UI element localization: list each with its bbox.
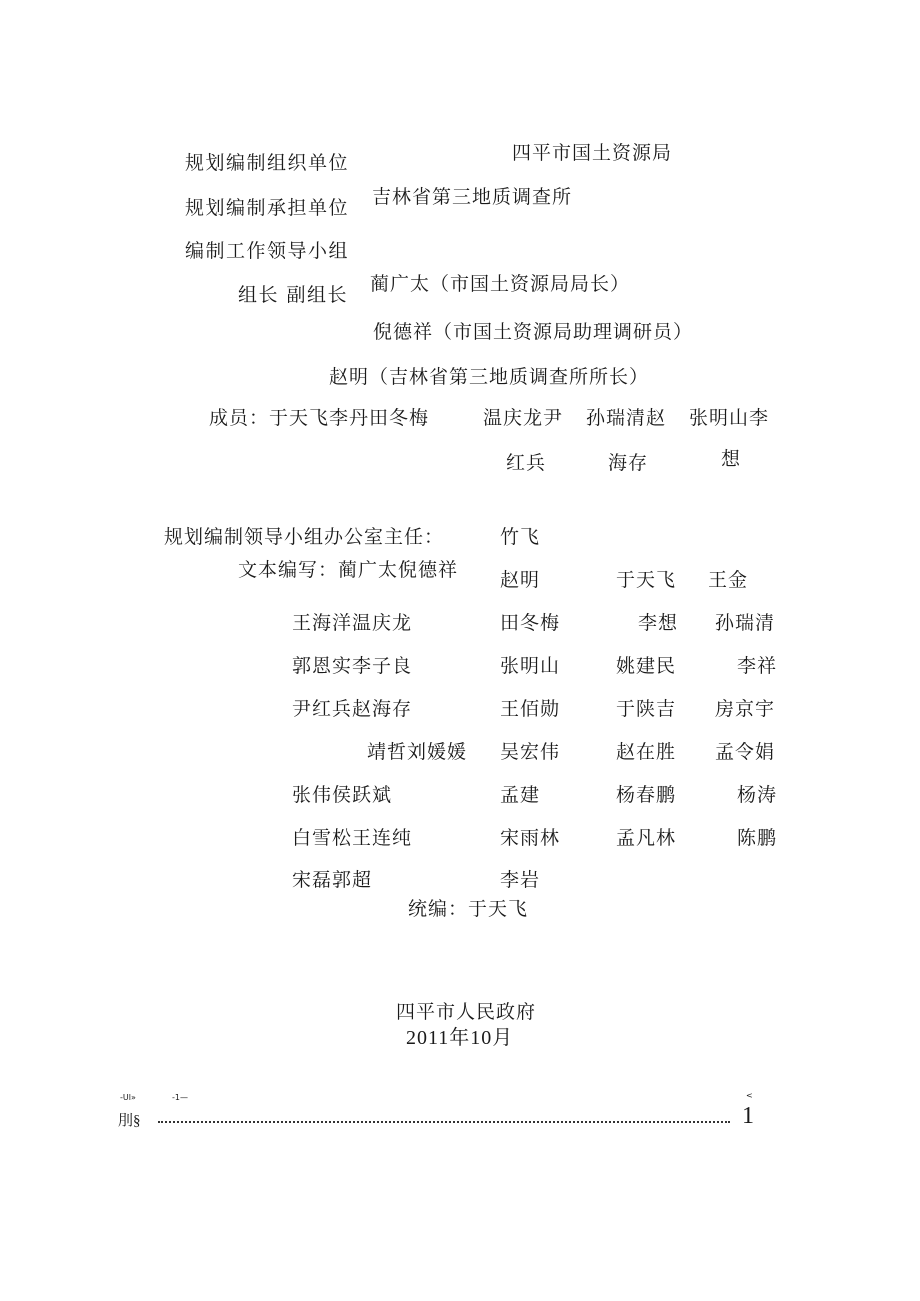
writer-name: 于天飞 xyxy=(616,569,677,591)
writer-name: 白雪松王连纯 xyxy=(292,827,413,849)
writer-name: 王金 xyxy=(708,569,749,591)
members-line1-c: 孙瑞清赵 xyxy=(586,407,667,429)
leader-label: 组长 副组长 xyxy=(238,284,349,306)
writer-name: 王海洋温庆龙 xyxy=(292,612,413,634)
leader-1: 蔺广太（市国土资源局局长） xyxy=(370,273,631,295)
writer-name: 靖哲刘媛媛 xyxy=(367,741,468,763)
writer-name: 田冬梅 xyxy=(500,612,561,634)
writer-name: 宋雨林 xyxy=(500,827,561,849)
writer-name: 房京宇 xyxy=(715,698,776,720)
writer-name: 孟凡林 xyxy=(616,827,677,849)
leading-group-label: 编制工作领导小组 xyxy=(185,240,350,262)
writer-name: 李想 xyxy=(638,612,679,634)
writer-name: 王佰勋 xyxy=(500,698,561,720)
writer-name: 郭恩实李子良 xyxy=(292,655,413,677)
writer-name: 赵明 xyxy=(500,569,541,591)
writer-name: 李祥 xyxy=(737,655,778,677)
leader-2: 倪德祥（市国土资源局助理调研员） xyxy=(373,321,694,343)
toc-entry-title: 刖§ xyxy=(118,1113,141,1129)
writers-label: 文本编写：蔺广太倪德祥 xyxy=(238,559,459,581)
writer-name: 于陕吉 xyxy=(616,698,677,720)
writer-name: 孟令娟 xyxy=(715,741,776,763)
toc-entry-page: 1 xyxy=(742,1103,754,1129)
writer-name: 吴宏伟 xyxy=(500,741,561,763)
members-line2-c: 海存 xyxy=(608,452,649,474)
organizer-value: 四平市国土资源局 xyxy=(512,142,673,164)
organizer-label: 规划编制组织单位 xyxy=(185,152,350,174)
compiler: 统编：于天飞 xyxy=(408,898,529,920)
members-line1-a: 成员：于天飞李丹田冬梅 xyxy=(209,407,430,429)
issuer: 四平市人民政府 xyxy=(396,1001,537,1023)
toc-mark: -1— xyxy=(172,1093,188,1102)
leader-3: 赵明（吉林省第三地质调查所所长） xyxy=(329,366,650,388)
office-director-label: 规划编制领导小组办公室主任： xyxy=(164,526,445,548)
writer-name: 姚建民 xyxy=(616,655,677,677)
members-line2-b: 红兵 xyxy=(506,452,547,474)
writer-name: 李岩 xyxy=(500,869,541,891)
members-line1-b: 温庆龙尹 xyxy=(483,407,564,429)
undertaker-value: 吉林省第三地质调查所 xyxy=(372,186,573,208)
members-line2-d: 想 xyxy=(721,448,742,470)
writer-name: 杨涛 xyxy=(737,784,778,806)
office-director-value: 竹飞 xyxy=(500,526,541,548)
toc-mark: < xyxy=(746,1091,753,1100)
writer-name: 杨春鹏 xyxy=(616,784,677,806)
writer-name: 张伟侯跃斌 xyxy=(292,784,393,806)
writer-name: 尹红兵赵海存 xyxy=(292,698,413,720)
writer-name: 张明山 xyxy=(500,655,561,677)
writer-name: 赵在胜 xyxy=(616,741,677,763)
writer-name: 孟建 xyxy=(500,784,541,806)
toc-mark: -Ul» xyxy=(120,1093,136,1102)
toc-entry[interactable] xyxy=(118,1105,754,1129)
issue-date: 2011年10月 xyxy=(406,1027,514,1049)
writer-name: 宋磊郭超 xyxy=(292,869,373,891)
writer-name: 陈鹏 xyxy=(737,827,778,849)
toc-leader-dots xyxy=(158,1109,730,1123)
undertaker-label: 规划编制承担单位 xyxy=(185,197,350,219)
writer-name: 孙瑞清 xyxy=(715,612,776,634)
members-line1-d: 张明山李 xyxy=(689,407,770,429)
